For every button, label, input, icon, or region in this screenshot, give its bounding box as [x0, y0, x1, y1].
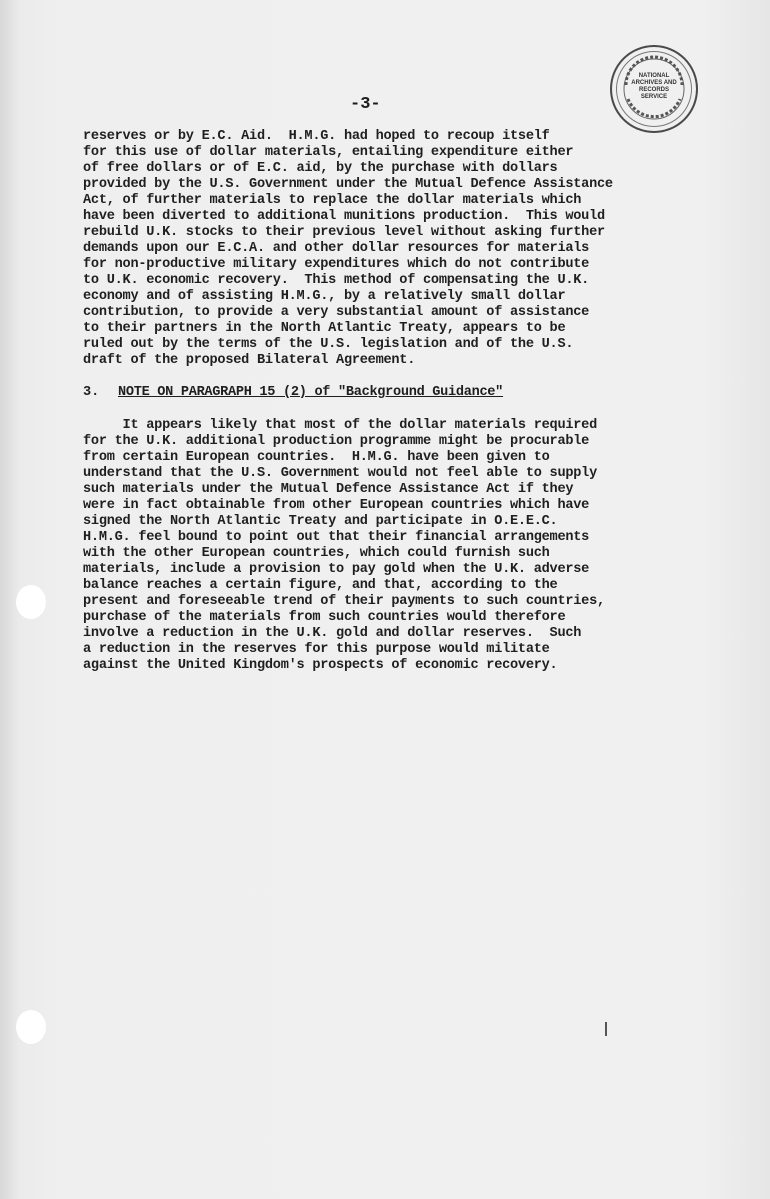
text-line: such materials under the Mutual Defence Assistance Act if they — [83, 482, 574, 497]
text-line: present and foreseeable trend of their payments to such countries, — [83, 594, 605, 609]
text-line: from certain European countries. H.M.G. have been given to — [83, 450, 550, 465]
text-line: ruled out by the terms of the U.S. legislation and of the U.S. — [83, 337, 574, 352]
text-line: demands upon our E.C.A. and other dollar resources for materials — [83, 241, 590, 256]
stamp-inner-text: NATIONAL ARCHIVES AND RECORDS SERVICE — [631, 73, 677, 100]
page-number: -3- — [350, 95, 381, 114]
text-line: It appears likely that most of the dollar materials required — [83, 418, 597, 433]
text-line: to U.K. economic recovery. This method of compensating the U.K. — [83, 273, 590, 288]
text-line: against the United Kingdom's prospects of economic recovery. — [83, 658, 558, 673]
punch-hole — [16, 1010, 46, 1044]
text-line: were in fact obtainable from other European countries which have — [83, 498, 590, 513]
text-line: for this use of dollar materials, entailing expenditure either — [83, 145, 574, 160]
text-line: involve a reduction in the U.K. gold and dollar reserves. Such — [83, 626, 582, 641]
section-heading: NOTE ON PARAGRAPH 15 (2) of "Background Guidance" — [118, 385, 504, 400]
text-line: a reduction in the reserves for this purpose would militate — [83, 642, 550, 657]
section-number: 3. — [83, 385, 100, 400]
text-line: of free dollars or of E.C. aid, by the purchase with dollars — [83, 161, 558, 176]
text-line: understand that the U.S. Government would not feel able to supply — [83, 466, 597, 481]
archive-stamp — [610, 45, 698, 133]
text-line: draft of the proposed Bilateral Agreement. — [83, 353, 416, 368]
text-line: reserves or by E.C. Aid. H.M.G. had hoped to recoup itself — [83, 129, 550, 144]
text-line: to their partners in the North Atlantic Treaty, appears to be — [83, 321, 566, 336]
text-line: balance reaches a certain figure, and that, according to the — [83, 578, 558, 593]
text-line: for non-productive military expenditures which do not contribute — [83, 257, 590, 272]
text-line: economy and of assisting H.M.G., by a relatively small dollar — [83, 289, 566, 304]
text-line: H.M.G. feel bound to point out that their financial arrangements — [83, 530, 590, 545]
text-line: have been diverted to additional munitions production. This would — [83, 209, 605, 224]
text-line: purchase of the materials from such countries would therefore — [83, 610, 566, 625]
margin-mark — [605, 1022, 607, 1036]
text-line: contribution, to provide a very substantial amount of assistance — [83, 305, 590, 320]
text-line: provided by the U.S. Government under the Mutual Defence Assistance — [83, 177, 613, 192]
text-line: with the other European countries, which could furnish such — [83, 546, 550, 561]
text-line: rebuild U.K. stocks to their previous level without asking further — [83, 225, 605, 240]
text-line: Act, of further materials to replace the dollar materials which — [83, 193, 582, 208]
text-line: materials, include a provision to pay gold when the U.K. adverse — [83, 562, 590, 577]
text-line: signed the North Atlantic Treaty and participate in O.E.E.C. — [83, 514, 558, 529]
punch-hole — [16, 585, 46, 619]
text-line: for the U.K. additional production programme might be procurable — [83, 434, 590, 449]
